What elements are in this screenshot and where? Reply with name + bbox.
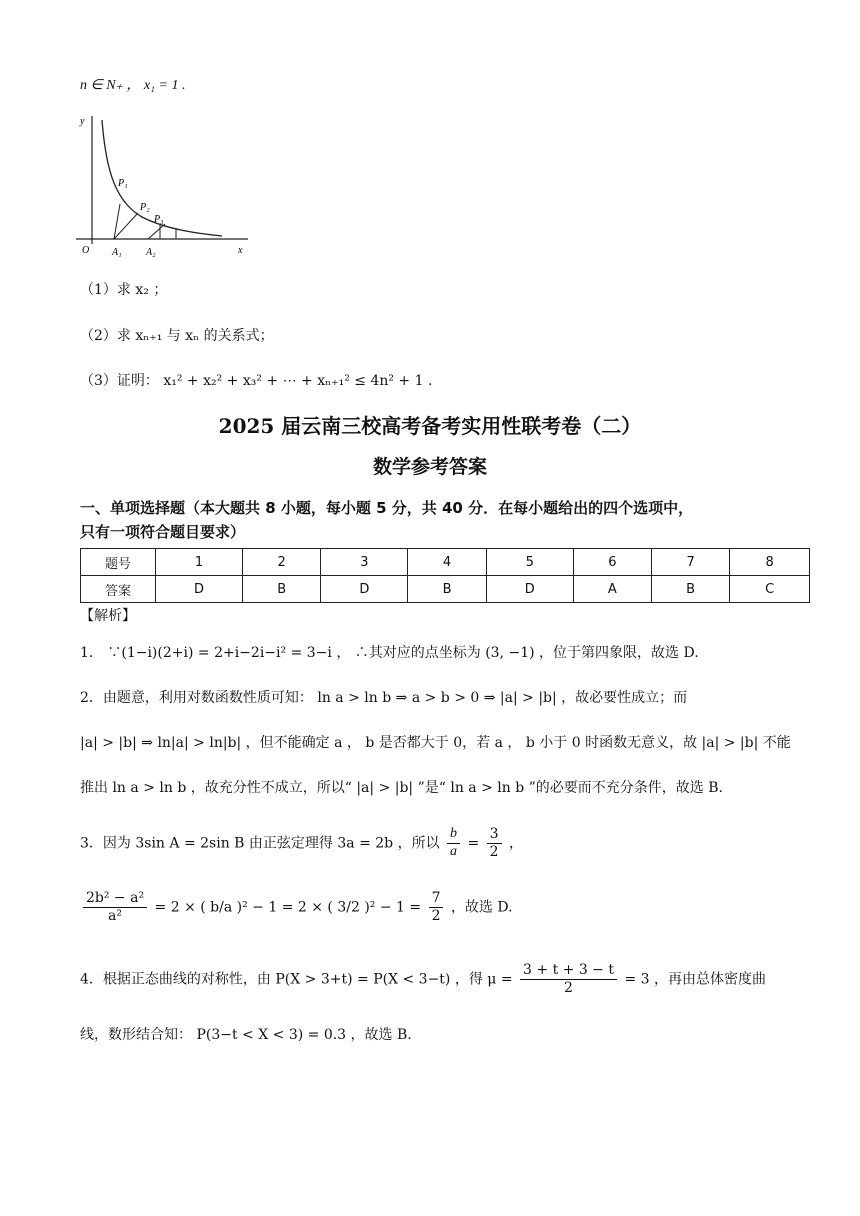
table-cell: A <box>573 576 651 603</box>
origin-label: O <box>82 245 90 256</box>
table-row-answers <box>81 576 810 603</box>
y-label: y <box>80 116 85 127</box>
analysis-label: 【解析】 <box>80 608 136 624</box>
section-header-line2: 只有一项符合题目要求） <box>80 523 246 541</box>
solution-3-middle: = 2 × ( b/a )² − 1 = 2 × ( 3/2 )² − 1 = <box>154 899 422 916</box>
table-cell: 1 <box>156 549 243 576</box>
table-cell: 4 <box>408 549 486 576</box>
fraction-7-over-2: $\frac{7}{2}$ <box>429 890 444 925</box>
question-1: （1）求 x₂ ； <box>80 282 168 298</box>
table-cell: 3 <box>321 549 408 576</box>
table-cell: D <box>486 576 573 603</box>
table-cell: D <box>321 576 408 603</box>
answer-table <box>80 548 810 603</box>
x-label: x <box>238 245 243 256</box>
solution-4-line2: 线，数形结合知： P(3−t < X < 3) = 0.3 ，故选 B. <box>80 1027 412 1043</box>
table-cell: B <box>408 576 486 603</box>
question-2: （2）求 xₙ₊₁ 与 xₙ 的关系式； <box>80 328 274 344</box>
solution-3-line1 <box>80 826 523 861</box>
solution-2-line1: 2．由题意，利用对数函数性质可知： ln a > ln b ⇒ a > b > 0 ⇒ |a| > |b| ，故必要性成立；而 <box>80 690 688 706</box>
p3-label: P₃ <box>154 214 164 225</box>
a1-label: A₁ <box>112 247 122 258</box>
page-subtitle: 数学参考答案 <box>372 456 487 478</box>
table-cell: C <box>730 576 810 603</box>
solution-4-line1 <box>80 962 766 997</box>
table-header-answer: 答案 <box>81 576 156 603</box>
table-cell: 8 <box>730 549 810 576</box>
fraction-3-over-2: $\frac{3}{2}$ <box>487 826 502 861</box>
solution-4-suffix: = 3 ，再由总体密度曲 <box>624 971 766 988</box>
table-header-number: 题号 <box>81 549 156 576</box>
table-cell: B <box>243 576 321 603</box>
table-cell: B <box>651 576 729 603</box>
p1-label: P₁ <box>118 178 128 189</box>
solution-4-prefix: 4．根据正态曲线的对称性，由 P(X > 3+t) = P(X < 3−t) ，得 μ = <box>80 971 513 988</box>
fraction-b-over-a: $\frac{b}{a}$ <box>447 826 460 861</box>
p2-label: P₂ <box>140 202 150 213</box>
equals-sign: = <box>467 835 480 852</box>
fraction-mu: $\frac{3 + t + 3 - t}{2}$ <box>520 962 617 997</box>
solution-2-line2: |a| > |b| ⇒ ln|a| > ln|b| ，但不能确定 a ， b 是否都大于 0，若 a ， b 小于 0 时函数无意义，故 |a| > |b| 不能 <box>80 735 791 751</box>
solution-2-line3: 推出 ln a > ln b ，故充分性不成立，所以“ |a| > |b| ”是“ ln a > ln b ”的必要而不充分条件，故选 B. <box>80 780 723 796</box>
segment-a2-p3 <box>148 224 165 239</box>
solution-3-line2 <box>80 890 513 925</box>
solution-3-text: 3．因为 3sin A = 2sin B 由正弦定理得 3a = 2b ，所以 <box>80 835 440 852</box>
question-3: （3）证明： x₁² + x₂² + x₃² + ⋯ + xₙ₊₁² ≤ 4n² + 1 . <box>80 373 433 389</box>
table-cell: 6 <box>573 549 651 576</box>
section-header-line1: 一、单项选择题（本大题共 8 小题，每小题 5 分，共 40 分．在每小题给出的四个选项中， <box>80 499 694 517</box>
table-row-numbers <box>81 549 810 576</box>
comma: ， <box>509 835 524 852</box>
a2-label: A₂ <box>146 247 156 258</box>
curve-graph <box>72 112 252 264</box>
fraction-left: $\frac{\text{2b² − a²}}{\text{a²}}$ <box>83 890 147 925</box>
table-cell: D <box>156 576 243 603</box>
solution-3-end: ，故选 D. <box>450 899 513 916</box>
page-title: 2025 届云南三校高考备考实用性联考卷（二） <box>218 414 642 438</box>
table-cell: 5 <box>486 549 573 576</box>
table-cell: 2 <box>243 549 321 576</box>
top-condition: n ∈ N₊ ， x₁ = 1 . <box>80 78 186 93</box>
table-cell: 7 <box>651 549 729 576</box>
solution-1: 1． ∵(1−i)(2+i) = 2+i−2i−i² = 3−i ， ∴其对应的点坐标为 (3, −1) ，位于第四象限，故选 D. <box>80 645 699 661</box>
